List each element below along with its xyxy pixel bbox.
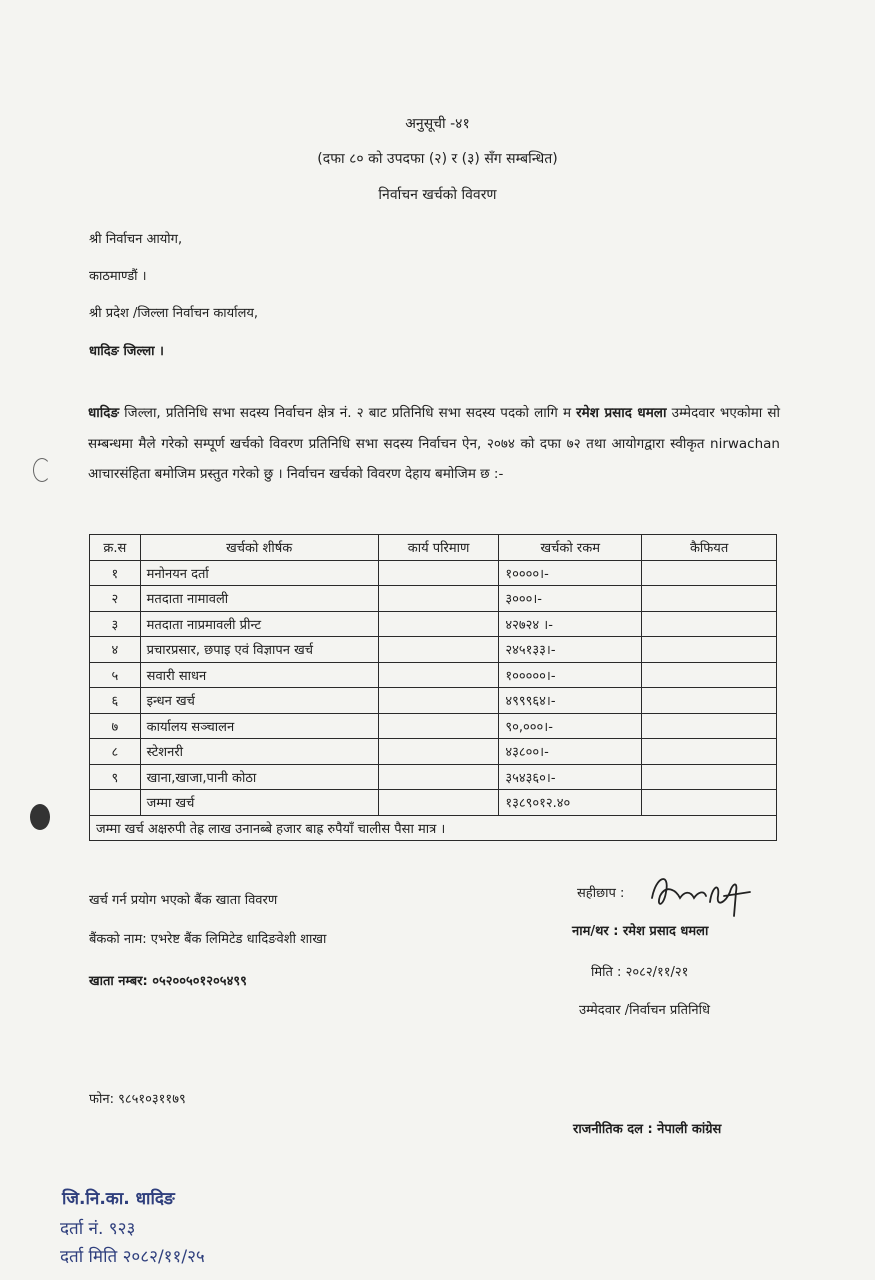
cell-title: खाना,खाजा,पानी कोठा xyxy=(140,764,378,790)
table-row xyxy=(90,713,777,739)
cell-remark xyxy=(642,764,777,790)
document-title: निर्वाचन खर्चको विवरण xyxy=(378,187,497,203)
cell-remark xyxy=(642,586,777,612)
total-amount: १३८९०१२.४० xyxy=(499,790,642,816)
cell-amount: ४३८००।- xyxy=(499,739,642,765)
table-total-row xyxy=(90,790,777,816)
phone-number: फोन: ९८५१०३११७९ xyxy=(89,1092,186,1107)
account-number: खाता नम्बर: ०५२००५०१२०५४९९ xyxy=(89,974,247,989)
body-text-a: जिल्ला, प्रतिनिधि सभा सदस्य निर्वाचन क्षेत्र नं. २ बाट प्रतिनिधि सभा सदस्य पदको लागि म xyxy=(119,405,577,421)
cell-remark xyxy=(642,611,777,637)
table-row xyxy=(90,764,777,790)
body-text-b: उम्मेदवार भएकोमा सो सम्बन्धमा मैले गरेको सम्पूर्ण खर्चको विवरण प्रतिनिधि सभा सदस्य निर्वाचन ऐन, २०७४ को दफा ७२ तथा आयोगद्वारा स्वीकृत nirwachan आचारसंहिता बमोजिम प्रस्तुत गरेको छु । निर्वाचन खर्चको विवरण देहाय बमोजिम छ :- xyxy=(88,405,781,482)
cell-remark xyxy=(642,688,777,714)
col-header-remarks: कैफियत xyxy=(642,535,777,561)
cell-amount: ९०,०००।- xyxy=(499,713,642,739)
punch-hole-mark xyxy=(33,458,51,482)
address-line-1: श्री निर्वाचन आयोग, xyxy=(89,232,183,247)
cell-sn: ९ xyxy=(90,764,141,790)
cell-sn: ४ xyxy=(90,637,141,663)
cell-title: कार्यालय सञ्चालन xyxy=(140,713,378,739)
cell-amount: ३५४३६०।- xyxy=(499,764,642,790)
cell-sn: ८ xyxy=(90,739,141,765)
cell-sn: १ xyxy=(90,560,141,586)
table-row xyxy=(90,688,777,714)
address-line-4: धादिङ जिल्ला । xyxy=(89,344,164,359)
cell-sn: ६ xyxy=(90,688,141,714)
cell-title: प्रचारप्रसार, छपाइ एवं विज्ञापन खर्च xyxy=(140,637,378,663)
cell-amount: १००००।- xyxy=(499,560,642,586)
cell-quantity xyxy=(378,713,499,739)
body-paragraph xyxy=(88,398,780,490)
table-header-row xyxy=(90,535,777,561)
cell-remark xyxy=(642,560,777,586)
stamp-office: जि.नि.का. धादिङ xyxy=(62,1189,175,1209)
table-row xyxy=(90,662,777,688)
col-header-title: खर्चको शीर्षक xyxy=(140,535,378,561)
signatory-role: उम्मेदवार /निर्वाचन प्रतिनिधि xyxy=(579,1003,711,1018)
stamp-registration-date: दर्ता मिति २०८२/११/२५ xyxy=(60,1247,205,1267)
handwritten-signature xyxy=(646,862,756,922)
cell-quantity xyxy=(378,637,499,663)
cell-quantity xyxy=(378,611,499,637)
cell-sn: ७ xyxy=(90,713,141,739)
cell-remark xyxy=(642,662,777,688)
cell-sn: २ xyxy=(90,586,141,612)
cell-title: स्टेशनरी xyxy=(140,739,378,765)
table-row xyxy=(90,611,777,637)
address-line-3: श्री प्रदेश /जिल्ला निर्वाचन कार्यालय, xyxy=(89,306,259,321)
expense-table xyxy=(89,534,777,841)
body-district: धादिङ xyxy=(88,405,120,421)
cell-remark xyxy=(642,637,777,663)
signature-date: मिति : २०८२/११/२१ xyxy=(591,965,689,980)
legal-reference: (दफा ८० को उपदफा (२) र (३) सँग सम्बन्धित) xyxy=(317,151,558,167)
cell-quantity xyxy=(378,560,499,586)
cell-title: मतदाता नामावली xyxy=(140,586,378,612)
cell-sn-empty xyxy=(90,790,141,816)
cell-remark xyxy=(642,739,777,765)
cell-title: इन्धन खर्च xyxy=(140,688,378,714)
cell-sn: ३ xyxy=(90,611,141,637)
col-header-sn: क्र.स xyxy=(90,535,141,561)
cell-title: सवारी साधन xyxy=(140,662,378,688)
cell-remark-empty xyxy=(642,790,777,816)
cell-title: मनोनयन दर्ता xyxy=(140,560,378,586)
signature-label: सहीछाप : xyxy=(577,886,625,901)
cell-amount: ४९९९६४।- xyxy=(499,688,642,714)
signatory-name: नाम/थर : रमेश प्रसाद धमला xyxy=(572,924,709,939)
body-candidate-name: रमेश प्रसाद धमला xyxy=(576,405,667,421)
cell-quantity xyxy=(378,586,499,612)
col-header-amount: खर्चको रकम xyxy=(499,535,642,561)
total-in-words: जम्मा खर्च अक्षरुपी तेह्र लाख उनानब्बे हजार बाह्र रुपैयाँ चालीस पैसा मात्र । xyxy=(90,815,777,841)
stamp-registration-number: दर्ता नं. ९२३ xyxy=(60,1219,136,1239)
cell-quantity xyxy=(378,688,499,714)
bank-name: बैंकको नाम: एभरेष्ट बैंक लिमिटेड धादिङवेशी शाखा xyxy=(89,932,327,947)
cell-amount: ३०००।- xyxy=(499,586,642,612)
table-row xyxy=(90,586,777,612)
col-header-quantity: कार्य परिमाण xyxy=(378,535,499,561)
political-party: राजनीतिक दल : नेपाली कांग्रेस xyxy=(573,1122,722,1137)
bank-heading: खर्च गर्न प्रयोग भएको बैंक खाता विवरण xyxy=(89,893,278,908)
cell-sn: ५ xyxy=(90,662,141,688)
total-label: जम्मा खर्च xyxy=(140,790,378,816)
cell-quantity xyxy=(378,764,499,790)
table-words-row xyxy=(90,815,777,841)
cell-title: मतदाता नाप्रमावली प्रीन्ट xyxy=(140,611,378,637)
table-row xyxy=(90,739,777,765)
table-row xyxy=(90,560,777,586)
schedule-number: अनुसूची -४१ xyxy=(405,116,470,132)
cell-quantity xyxy=(378,739,499,765)
ink-blot xyxy=(30,804,50,830)
cell-quantity-empty xyxy=(378,790,499,816)
cell-amount: ४२७२४ ।- xyxy=(499,611,642,637)
table-row xyxy=(90,637,777,663)
cell-remark xyxy=(642,713,777,739)
cell-quantity xyxy=(378,662,499,688)
cell-amount: २४५१३३।- xyxy=(499,637,642,663)
cell-amount: १०००००।- xyxy=(499,662,642,688)
address-line-2: काठमाण्डौं । xyxy=(89,269,147,284)
